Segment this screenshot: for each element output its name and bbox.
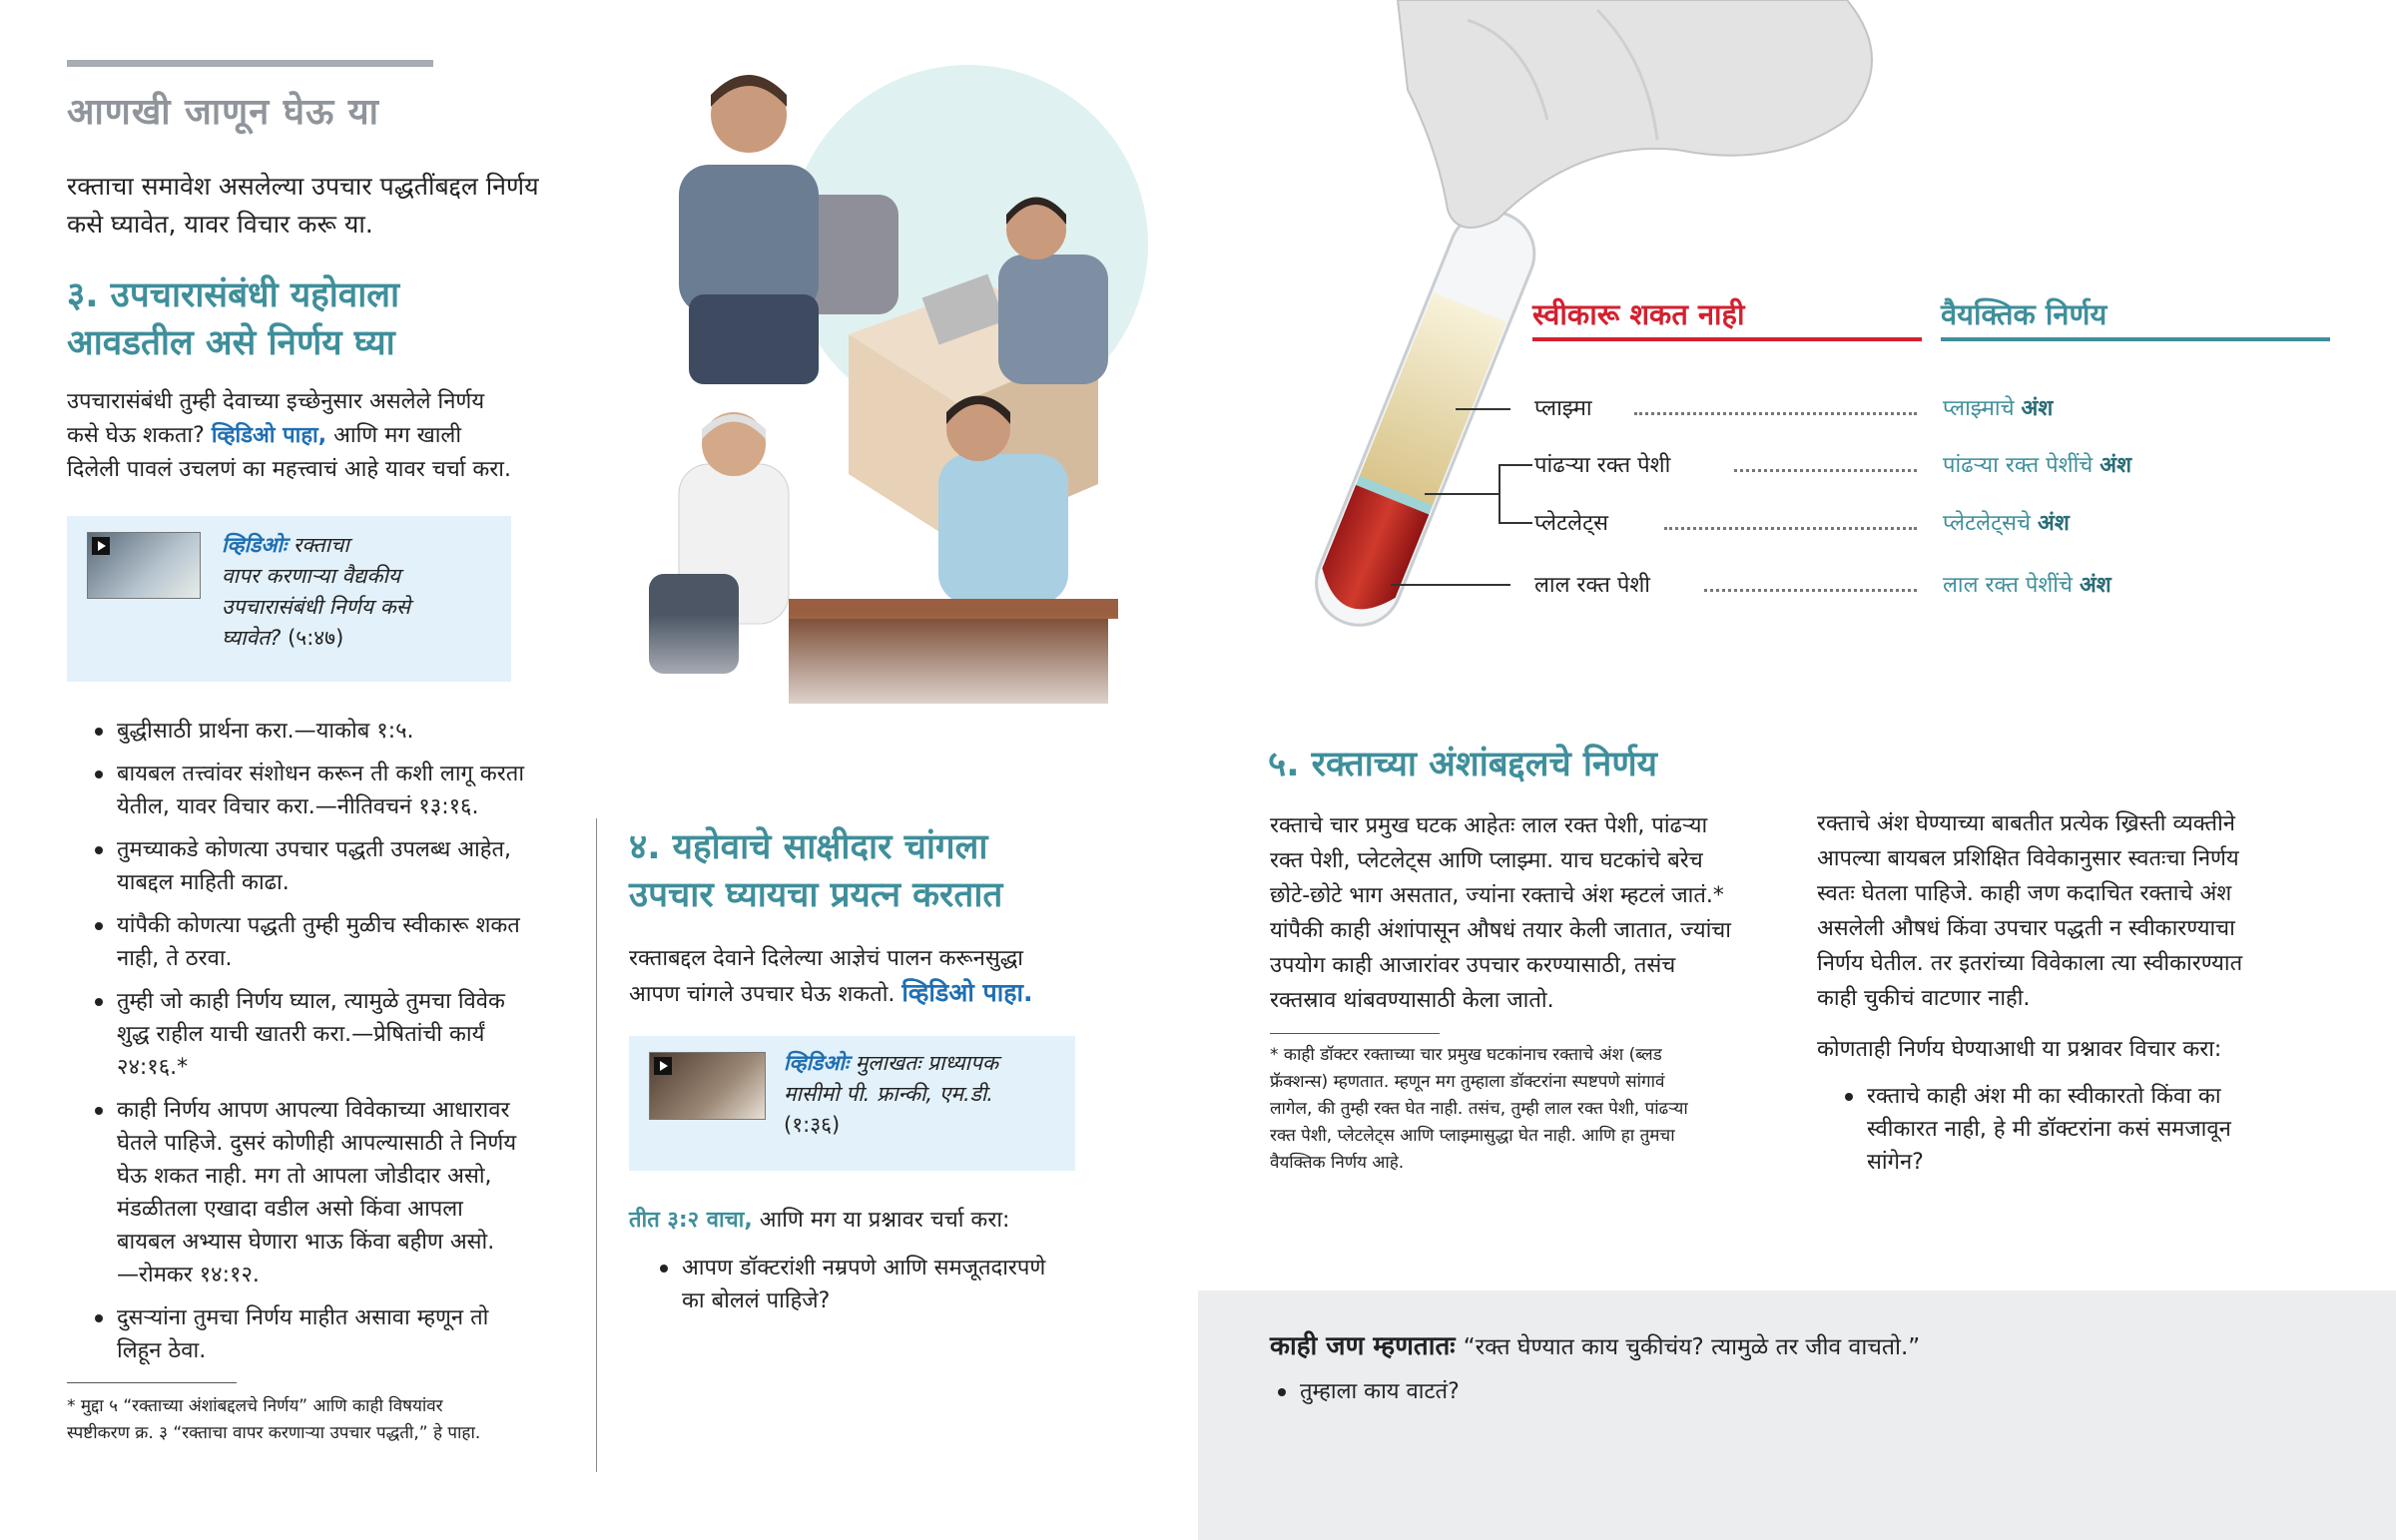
video-box-interview[interactable]: [629, 1036, 1075, 1171]
steps-list: [67, 715, 586, 1377]
watch-video-link[interactable]: व्हिडिओ पाहा,: [211, 423, 327, 448]
top-rule: [67, 60, 433, 67]
footnote-rule-2: [1270, 1033, 1440, 1034]
video-box-blood-decisions[interactable]: [67, 516, 511, 682]
teal-rule: [1941, 337, 2330, 341]
read-scripture-line: तीत ३:२ वाचा, आणि मग या प्रश्नावर चर्चा करा:: [629, 1208, 1010, 1233]
fraction-label: प्लाझ्माचे अंश: [1943, 396, 2054, 421]
connector-rbc: [1391, 584, 1510, 586]
connector-platelets: [1498, 522, 1532, 524]
section-4-question: [632, 1252, 1191, 1327]
play-icon: [92, 537, 110, 555]
some-say-box: [1198, 1290, 2396, 1540]
list-item: तुमच्याकडे कोणत्या उपचार पद्धती उपलब्ध आहेत, याबद्दल माहिती काढा.: [117, 833, 586, 899]
list-item: बुद्धीसाठी प्रार्थना करा.—याकोब १:५.: [117, 715, 586, 748]
section-5-title: ५. रक्ताच्या अंशांबद्दलचे निर्णय: [1268, 745, 1657, 784]
fraction-label: प्लेटलेट्सचे अंश: [1943, 511, 2070, 536]
connector-wbc: [1498, 464, 1532, 466]
dotted-leader: [1704, 589, 1917, 592]
footnote-right: * काही डॉक्टर रक्ताच्या चार प्रमुख घटकांनाच रक्ताचे अंश (ब्लड फ्रॅक्शन्स) म्हणतात. म्हणून मग तुम्हाला डॉक्टरांना स्पष्टपणे सांगावं लागेल, की तुम्ही रक्त घेत नाही. तसंच, तुम्ही लाल रक्त पेशी, पांढऱ्या रक्त पेशी, प्लेटलेट्स आणि प्लाझ्मासुद्धा घेत नाही. आणि हा तुमचा वैयक्तिक निर्णय आहे.: [1270, 1045, 1688, 1173]
section-5-question: [1817, 1080, 2356, 1189]
video-title[interactable]: व्हिडिओः रक्ताचा वापर करणाऱ्या वैद्यकीय उपचारासंबंधी निर्णय कसे घ्यावेत? (५:४७): [222, 533, 410, 650]
footnote-left: * मुद्दा ५ “रक्ताच्या अंशांबद्दलचे निर्णय” आणि काही विषयांवर स्पष्टीकरण क्र. ३ “रक्ताचा वापर करणाऱ्या उपचार पद्धती,” हे पाहा.: [67, 1396, 481, 1443]
dotted-leader: [1664, 527, 1917, 530]
list-item: काही निर्णय आपण आपल्या विवेकाच्या आधारावर घेतले पाहिजे. दुसरं कोणीही आपल्यासाठी ते निर्णय घेऊ शकत नाही. मग तो आपला जोडीदार असो, मंडळीतला एखादा वडील असो किंवा आपला बायबल अभ्यास घेणारा भाऊ किंवा बहीण असो. —रोमकर १४:१२.: [117, 1094, 586, 1291]
list-item: तुम्हाला काय वाटतं?: [1300, 1375, 2069, 1408]
section-3-title: ३. उपचारासंबंधी यहोवाला आवडतील असे निर्णय घ्या: [67, 275, 400, 363]
some-say-question: [1270, 1375, 2069, 1418]
doctor-consultation-illustration: [639, 55, 1158, 734]
red-rule: [1532, 337, 1922, 341]
ask-line: कोणताही निर्णय घेण्याआधी या प्रश्नावर विचार करा:: [1817, 1037, 2222, 1062]
component-label: प्लेटलेट्स: [1534, 511, 1609, 536]
component-label: पांढऱ्या रक्त पेशी: [1534, 453, 1671, 478]
section-5-col1: रक्ताचे चार प्रमुख घटक आहेतः लाल रक्त पेशी, पांढऱ्या रक्त पेशी, प्लेटलेट्स आणि प्लाझ्मा. याच घटकांचे बरेच छोटे-छोटे भाग असतात, ज्यांना रक्ताचे अंश म्हटलं जातं.* यांपैकी काही अंशांपासून औषधं तयार केली जातात, ज्यांचा उपयोग काही आजारांवर उपचार करण्यासाठी, तसंच रक्तस्राव थांबवण्यासाठी केला जातो.: [1270, 813, 1731, 1013]
component-label: प्लाझ्मा: [1534, 396, 1592, 421]
column-divider: [596, 818, 597, 1472]
section-4-paragraph: रक्ताबद्दल देवाने दिलेल्या आज्ञेचं पालन करूनसुद्धा आपण चांगले उपचार घेऊ शकतो. व्हिडिओ पाहा.: [629, 946, 1033, 1007]
watch-video-link-2[interactable]: व्हिडिओ पाहा.: [901, 978, 1033, 1007]
page-heading: आणखी जाणून घेऊ या: [67, 92, 379, 133]
list-item: बायबल तत्त्वांवर संशोधन करून ती कशी लागू करता येतील, यावर विचार करा.—नीतिवचनं १३:१६.: [117, 758, 586, 823]
connector-plasma: [1456, 408, 1510, 410]
read-titus-link[interactable]: तीत ३:२ वाचा,: [629, 1208, 753, 1233]
column-personal-decision: वैयक्तिक निर्णय: [1941, 297, 2107, 331]
video-thumbnail[interactable]: [87, 532, 201, 599]
connector-cells: [1425, 493, 1498, 495]
video-thumbnail-2[interactable]: [649, 1052, 766, 1120]
fraction-label: पांढऱ्या रक्त पेशींचे अंश: [1943, 453, 2132, 478]
list-item: दुसऱ्यांना तुमचा निर्णय माहीत असावा म्हणून तो लिहून ठेवा.: [117, 1301, 586, 1367]
gloved-hand-illustration: [1378, 0, 1937, 240]
connector-bracket: [1498, 464, 1500, 523]
list-item: तुम्ही जो काही निर्णय घ्याल, त्यामुळे तुमचा विवेक शुद्ध राहील याची खातरी करा.—प्रेषितांची कार्यं २४:१६.*: [117, 985, 586, 1084]
dotted-leader: [1634, 412, 1917, 415]
list-item: यांपैकी कोणत्या पद्धती तुम्ही मुळीच स्वीकारू शकत नाही, ते ठरवा.: [117, 909, 586, 975]
section-5-col2: रक्ताचे अंश घेण्याच्या बाबतीत प्रत्येक ख्रिस्ती व्यक्तीने आपल्या बायबल प्रशिक्षित विवेकानुसार स्वतःचा निर्णय स्वतः घेतला पाहिजे. काही जण कदाचित रक्ताचे अंश असलेली औषधं किंवा उपचार पद्धती न स्वीकारण्याचा निर्णय घेतील. तर इतरांच्या विवेकाला त्या स्वीकारण्यात काही चुकीचं वाटणार नाही.: [1817, 811, 2243, 1011]
intro-text: रक्ताचा समावेश असलेल्या उपचार पद्धतींबद्दल निर्णय कसे घ्यावेत, यावर विचार करू या.: [67, 172, 539, 239]
component-label: लाल रक्त पेशी: [1534, 573, 1651, 598]
footnote-rule: [67, 1382, 237, 1383]
fraction-label: लाल रक्त पेशींचे अंश: [1943, 573, 2111, 598]
list-item: रक्ताचे काही अंश मी का स्वीकारतो किंवा का स्वीकारत नाही, हे मी डॉक्टरांना कसं समजावून सांगेन?: [1867, 1080, 2356, 1179]
section-3-paragraph: उपचारासंबंधी तुम्ही देवाच्या इच्छेनुसार असलेले निर्णय कसे घेऊ शकता? व्हिडिओ पाहा, आणि मग खाली दिलेली पावलं उचलणं का महत्त्वाचं आहे यावर चर्चा करा.: [67, 389, 511, 482]
list-item: आपण डॉक्टरांशी नम्रपणे आणि समजूतदारपणे का बोललं पाहिजे?: [682, 1252, 1191, 1317]
column-cannot-accept: स्वीकारू शकत नाही: [1532, 297, 1745, 331]
dotted-leader: [1734, 469, 1917, 472]
section-4-title: ४. यहोवाचे साक्षीदार चांगला उपचार घ्यायचा प्रयत्न करतात: [629, 827, 1003, 915]
play-icon: [654, 1057, 672, 1075]
video-title-2[interactable]: व्हिडिओः मुलाखतः प्राध्यापक मासीमो पी. फ्रान्की, एम.डी. (१:३६): [784, 1051, 999, 1137]
some-say-line: काही जण म्हणतातः “रक्त घेण्यात काय चुकीचंय? त्यामुळे तर जीव वाचतो.”: [1270, 1331, 1921, 1361]
